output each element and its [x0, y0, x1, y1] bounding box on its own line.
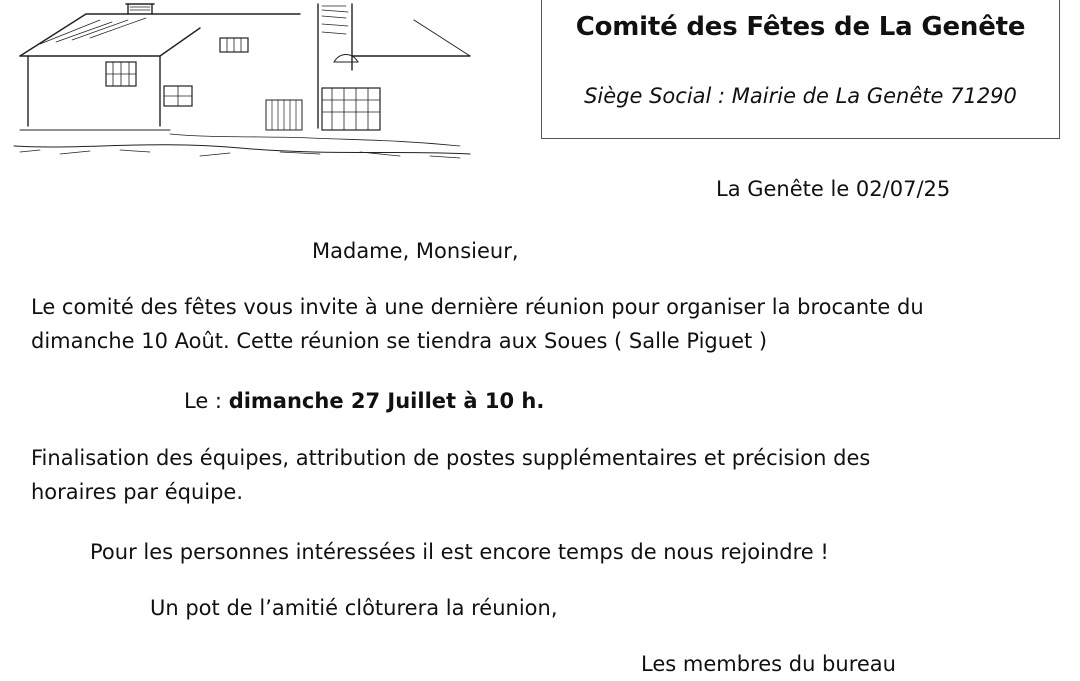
header-box [541, 0, 1060, 139]
date-line: La Genête le 02/07/25 [716, 177, 951, 201]
paragraph-1-line-2: dimanche 10 Août. Cette réunion se tiendra aux Soues ( Salle Piguet ) [31, 329, 768, 353]
paragraph-4: Un pot de l’amitié clôturera la réunion, [150, 596, 558, 620]
signature: Les membres du bureau [641, 652, 896, 676]
meeting-line [184, 384, 544, 418]
paragraph-3: Pour les personnes intéressées il est encore temps de nous rejoindre ! [90, 540, 829, 564]
meeting-prefix: Le : [184, 389, 229, 413]
organization-name: Comité des Fêtes de La Genête [575, 12, 1026, 42]
village-house-sketch [0, 0, 490, 172]
salutation: Madame, Monsieur, [312, 239, 519, 263]
meeting-date-time: dimanche 27 Juillet à 10 h. [228, 389, 545, 413]
siege-social: Siège Social : Mairie de La Genête 71290 [584, 84, 1017, 108]
paragraph-2-line-1: Finalisation des équipes, attribution de postes supplémentaires et précision des [31, 446, 871, 470]
paragraph-2-line-2: horaires par équipe. [31, 480, 244, 504]
paragraph-1-line-1: Le comité des fêtes vous invite à une dernière réunion pour organiser la brocante du [31, 295, 924, 319]
